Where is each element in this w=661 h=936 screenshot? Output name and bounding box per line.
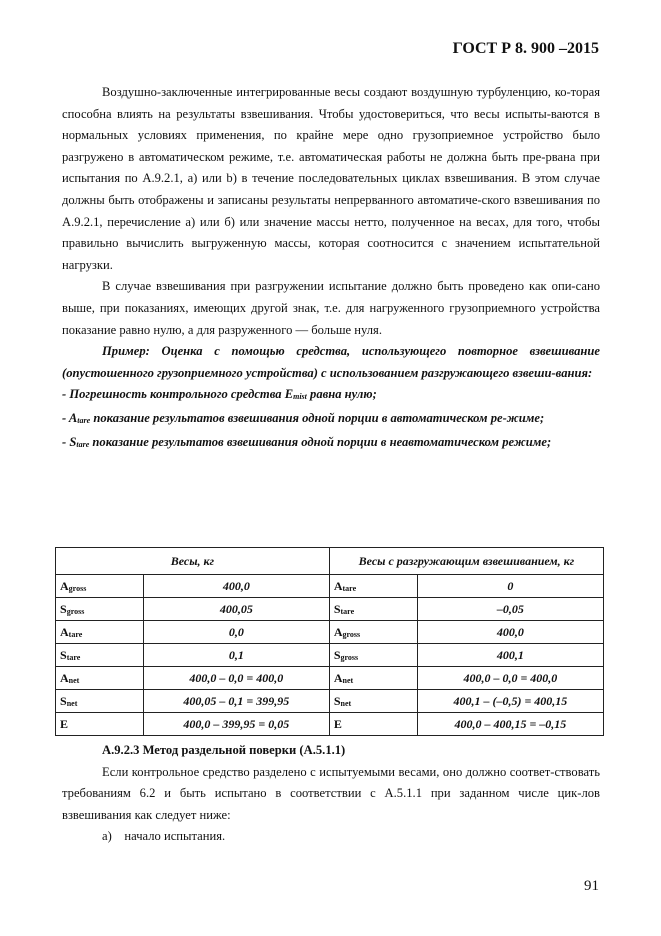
- quantity-cell-text: E: [60, 716, 69, 731]
- document-header: ГОСТ Р 8. 900 –2015: [452, 40, 599, 57]
- quantity-cell-subscript: gross: [68, 583, 87, 593]
- quantity-cell-text: A: [333, 624, 343, 639]
- quantity-cell: [56, 690, 144, 713]
- table-row: [56, 598, 604, 621]
- bullet-subscript: mist: [293, 392, 307, 402]
- value-cell-text: 400,1 – (–0,5) = 400,15: [453, 693, 568, 708]
- value-cell-text: –0,05: [496, 601, 524, 616]
- value-cell-text: 400,05 – 0,1 = 399,95: [183, 693, 290, 708]
- value-cell: [417, 575, 603, 598]
- quantity-cell-text: A: [333, 670, 343, 685]
- quantity-cell-text: A: [60, 624, 69, 639]
- value-cell-text: 0: [507, 578, 514, 593]
- quantity-cell-subscript: gross: [66, 606, 85, 616]
- table-row: [56, 690, 604, 713]
- list-marker: а): [102, 829, 112, 844]
- value-cell-text: 0,1: [228, 647, 244, 662]
- value-cell-text: 0,0: [228, 624, 244, 639]
- value-cell-text: 400,05: [219, 601, 253, 616]
- value-cell-text: 400,0 – 399,95 = 0,05: [183, 716, 290, 731]
- quantity-cell-subscript: net: [340, 698, 352, 708]
- quantity-cell-subscript: tare: [340, 606, 355, 616]
- value-cell: [417, 713, 603, 736]
- bullet-text: - A: [62, 410, 78, 425]
- table-header-scales: Весы, кг: [56, 548, 330, 575]
- quantity-cell-text: S: [333, 693, 341, 708]
- quantity-cell-text: S: [333, 601, 341, 616]
- quantity-cell-text: A: [60, 670, 69, 685]
- bullet-text: - Погрешность контрольного средства E: [62, 387, 294, 402]
- paragraph-2: В случае взвешивания при разгружении испытание должно быть проведено как опи-сано выше, при показаниях, имеющих другой знак, т.е. для нагруженного грузоприемного устройства показание равно нулю, а для разруженного — больше нуля.: [62, 279, 600, 337]
- value-cell: [143, 713, 329, 736]
- example-heading: Пример: Оценка с помощью средства, использующего повторное взвешивание (опустошенного грузоприемного устройства) с использованием разгружающего взвеши-вания:: [62, 344, 600, 380]
- value-cell-text: 400,0: [496, 624, 524, 639]
- comparison-table: [55, 547, 604, 736]
- quantity-cell-subscript: net: [66, 698, 78, 708]
- bullet-item: [62, 384, 600, 408]
- body-text-bottom: [62, 740, 600, 848]
- quantity-cell-subscript: net: [342, 675, 354, 685]
- bullet-text: - S: [62, 434, 77, 449]
- quantity-cell: [56, 621, 144, 644]
- value-cell-text: 400,0 – 400,15 = –0,15: [454, 716, 567, 731]
- quantity-cell: [329, 575, 417, 598]
- table-row: [56, 713, 604, 736]
- section-title: А.9.2.3 Метод раздельной поверки (А.5.1.1): [102, 743, 346, 757]
- table-row: [56, 621, 604, 644]
- quantity-cell-subscript: tare: [342, 583, 357, 593]
- quantity-cell-text: S: [333, 647, 341, 662]
- bullet-subscript: tare: [76, 439, 90, 449]
- quantity-cell-text: E: [333, 716, 342, 731]
- quantity-cell-text: S: [60, 647, 67, 662]
- value-cell-text: 400,0: [222, 578, 250, 593]
- page-number: 91: [584, 878, 599, 894]
- value-cell: [417, 667, 603, 690]
- quantity-cell-text: A: [60, 578, 69, 593]
- body-text-top: [62, 82, 600, 455]
- quantity-cell: [329, 621, 417, 644]
- quantity-cell-subscript: gross: [340, 652, 359, 662]
- bullet-item: [62, 432, 600, 456]
- value-cell: [143, 667, 329, 690]
- table-row: [56, 644, 604, 667]
- value-cell: [143, 644, 329, 667]
- quantity-cell: [56, 713, 144, 736]
- quantity-cell: [329, 690, 417, 713]
- value-cell: [143, 621, 329, 644]
- quantity-cell-subscript: net: [68, 675, 80, 685]
- value-cell-text: 400,0 – 0,0 = 400,0: [463, 670, 558, 685]
- quantity-cell-text: S: [60, 693, 67, 708]
- bullet-text: равна нулю;: [306, 387, 377, 402]
- section-paragraph: Если контрольное средство разделено с испытуемыми весами, оно должно соответ-ствовать требованиям 6.2 и быть испытано в соответствии с А.5.1.1 при заданном числе цик-лов взвешивания как следует ниже:: [62, 764, 600, 822]
- value-cell: [417, 621, 603, 644]
- bullet-subscript: tare: [77, 415, 91, 425]
- list-item: [62, 826, 600, 848]
- value-cell: [143, 598, 329, 621]
- bullet-list: [62, 384, 600, 455]
- quantity-cell: [56, 575, 144, 598]
- value-cell-text: 400,1: [496, 647, 524, 662]
- bullet-text: показание результатов взвешивания одной порции в неавтоматическом режиме;: [89, 434, 552, 449]
- paragraph-1: Воздушно-заключенные интегрированные весы создают воздушную турбуленцию, ко-торая способна влиять на результаты взвешивания. Чтобы удостовериться, что весы испыты-ваются в нормальных условиях применения, по крайне мере одно грузоприемное устройство было разгружено в автоматическом режиме, т.е. автоматическая работы не должна быть пре-рвана при испытания по А.9.2.1, а) или b) в течение последовательных циклах взвешивания. В этом случае должны быть отображены и записаны результаты непрерванного автоматиче-ского взвешивания по А.9.2.1, перечисление а) или б) или значение массы нетто, полученное на весах, для того, чтобы правильно вычислить выгруженную массы, которая соотносится с значением испытательной нагрузки.: [62, 85, 600, 272]
- value-cell: [417, 598, 603, 621]
- quantity-cell-subscript: gross: [342, 629, 361, 639]
- value-cell: [417, 690, 603, 713]
- bullet-item: [62, 408, 600, 432]
- quantity-cell-text: A: [333, 578, 343, 593]
- value-cell: [143, 575, 329, 598]
- quantity-cell-text: S: [60, 601, 67, 616]
- quantity-cell: [56, 598, 144, 621]
- quantity-cell: [56, 644, 144, 667]
- table-header-unloading: Весы с разгружающим взвешиванием, кг: [329, 548, 603, 575]
- value-cell: [417, 644, 603, 667]
- table-row: [56, 667, 604, 690]
- quantity-cell: [56, 667, 144, 690]
- list-text: начало испытания.: [124, 829, 226, 844]
- quantity-cell: [329, 644, 417, 667]
- quantity-cell-subscript: tare: [68, 629, 83, 639]
- quantity-cell-subscript: tare: [66, 652, 81, 662]
- table-body: [56, 575, 604, 736]
- quantity-cell: [329, 667, 417, 690]
- value-cell: [143, 690, 329, 713]
- value-cell-text: 400,0 – 0,0 = 400,0: [189, 670, 284, 685]
- quantity-cell: [329, 598, 417, 621]
- bullet-text: показание результатов взвешивания одной порции в автоматическом ре-жиме;: [90, 410, 545, 425]
- quantity-cell: [329, 713, 417, 736]
- table-row: [56, 575, 604, 598]
